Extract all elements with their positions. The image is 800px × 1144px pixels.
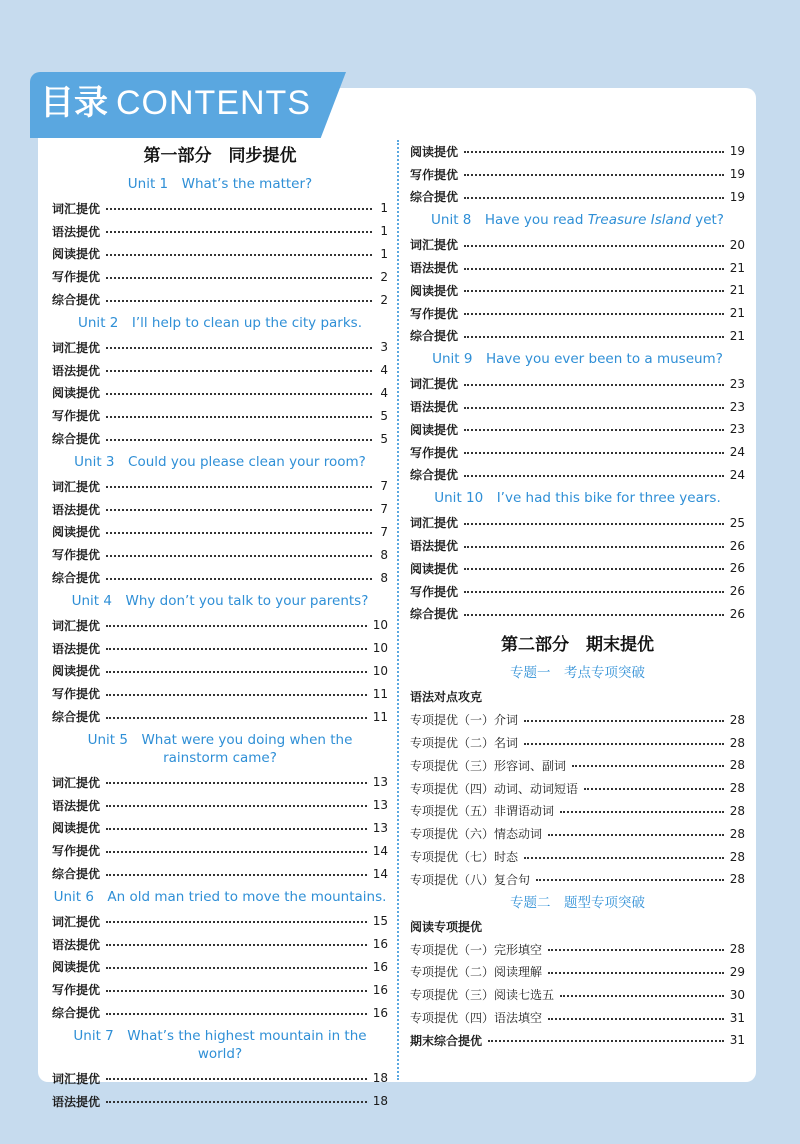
toc-entry[interactable] xyxy=(52,771,388,794)
left-unit-list xyxy=(52,172,388,1113)
entry-label: 词汇提优 xyxy=(52,1071,101,1086)
topic2-list xyxy=(410,938,745,1029)
page-number: 2 xyxy=(380,269,388,284)
entry-label: 词汇提优 xyxy=(410,516,459,531)
toc-entry[interactable] xyxy=(410,961,745,984)
page-number: 23 xyxy=(729,376,745,391)
page-number: 21 xyxy=(729,328,745,343)
page-number: 2 xyxy=(380,292,388,307)
toc-entry[interactable] xyxy=(410,163,745,186)
leader-dots xyxy=(106,874,367,876)
right-top-list xyxy=(410,140,745,208)
entry-label: 写作提优 xyxy=(410,306,459,321)
page-title xyxy=(40,80,311,126)
entry-label: 专项提优（二）名词 xyxy=(410,736,519,751)
leader-dots xyxy=(106,648,367,650)
entry-label: 综合提优 xyxy=(410,607,459,622)
toc-entry[interactable] xyxy=(52,543,388,566)
entry-label: 专项提优（八）复合句 xyxy=(410,872,531,887)
page-number: 8 xyxy=(380,570,388,585)
unit-title[interactable] xyxy=(52,450,388,475)
toc-entry[interactable] xyxy=(52,933,388,956)
entry-label: 词汇提优 xyxy=(52,479,101,494)
leader-dots xyxy=(572,765,724,767)
leader-dots xyxy=(560,811,724,813)
page-number: 4 xyxy=(380,363,388,378)
page-number: 24 xyxy=(729,445,745,460)
toc-entry[interactable] xyxy=(52,359,388,382)
leader-dots xyxy=(106,851,367,853)
entry-label: 写作提优 xyxy=(52,548,101,563)
toc-entry[interactable] xyxy=(52,614,388,637)
page-number: 1 xyxy=(380,246,388,261)
leader-dots xyxy=(106,921,367,923)
entry-label: 写作提优 xyxy=(52,409,101,424)
toc-entry[interactable] xyxy=(410,279,745,302)
unit-title-text-line2: rainstorm came? xyxy=(163,749,277,766)
page-number: 8 xyxy=(380,547,388,562)
page-number: 13 xyxy=(372,820,388,835)
page-number: 13 xyxy=(372,798,388,813)
entry-label: 专项提优（四）语法填空 xyxy=(410,1011,543,1025)
leader-dots xyxy=(488,1040,724,1042)
toc-entry[interactable] xyxy=(410,868,745,891)
leader-dots xyxy=(106,347,372,349)
page-number: 20 xyxy=(729,237,745,252)
book-title: Treasure Island xyxy=(587,212,691,229)
leader-dots xyxy=(464,407,724,409)
leader-dots xyxy=(106,254,372,256)
entry-label: 综合提优 xyxy=(52,432,101,447)
toc-entry[interactable] xyxy=(410,754,745,777)
entry-label: 期末综合提优 xyxy=(410,1033,483,1048)
entry-label: 写作提优 xyxy=(410,584,459,599)
leader-dots xyxy=(464,151,724,153)
unit-title-text: Unit 2 I’ll help to clean up the city parks. xyxy=(78,314,362,331)
page-number: 4 xyxy=(380,385,388,400)
title-cn: 目录 xyxy=(40,84,108,122)
page-number: 5 xyxy=(380,431,388,446)
toc-entry[interactable] xyxy=(410,534,745,557)
page-number: 23 xyxy=(729,422,745,437)
page-number: 24 xyxy=(729,467,745,482)
page-number: 19 xyxy=(729,144,745,159)
page-number: 10 xyxy=(372,618,388,633)
leader-dots xyxy=(464,568,724,570)
entry-label: 词汇提优 xyxy=(52,618,101,633)
entry-label: 语法提优 xyxy=(52,502,101,517)
entry-label: 综合提优 xyxy=(52,710,101,725)
entry-label: 阅读提优 xyxy=(410,422,459,437)
page-number: 10 xyxy=(372,641,388,656)
topic1-title: 专题一 考点专项突破 xyxy=(510,665,645,682)
toc-entry[interactable] xyxy=(410,186,745,209)
page-number: 21 xyxy=(729,283,745,298)
leader-dots xyxy=(464,614,724,616)
toc-entry[interactable] xyxy=(52,637,388,660)
entry-label: 专项提优（六）情态动词 xyxy=(410,827,543,842)
page-number: 26 xyxy=(729,561,745,576)
entry-label: 写作提优 xyxy=(52,844,101,859)
leader-dots xyxy=(106,694,367,696)
page-number: 14 xyxy=(372,843,388,858)
leader-dots xyxy=(106,1078,367,1080)
toc-entry[interactable] xyxy=(410,233,745,256)
toc-entry[interactable] xyxy=(410,708,745,731)
page-number: 28 xyxy=(729,712,745,727)
entry-label: 词汇提优 xyxy=(52,775,101,790)
page-number: 14 xyxy=(372,866,388,881)
entry-label: 专项提优（三）形容词、副词 xyxy=(410,758,567,773)
topic1-list xyxy=(410,708,745,890)
page-number: 3 xyxy=(380,340,388,355)
toc-entry[interactable] xyxy=(52,265,388,288)
entry-label: 写作提优 xyxy=(52,687,101,702)
entry-label: 专项提优（五）非谓语动词 xyxy=(410,804,555,819)
toc-entry[interactable] xyxy=(52,956,388,979)
unit-title-text: Unit 9 Have you ever been to a museum? xyxy=(432,351,723,368)
leader-dots xyxy=(106,416,372,418)
toc-entry[interactable] xyxy=(52,817,388,840)
toc-entry[interactable] xyxy=(52,498,388,521)
leader-dots xyxy=(106,828,367,830)
page-number: 7 xyxy=(380,479,388,494)
leader-dots xyxy=(106,393,372,395)
unit-title[interactable] xyxy=(52,1024,388,1067)
toc-entry[interactable] xyxy=(410,603,745,626)
toc-entry[interactable] xyxy=(410,302,745,325)
toc-entry[interactable] xyxy=(410,580,745,603)
left-column xyxy=(52,140,388,1113)
toc-entry[interactable] xyxy=(410,511,745,534)
toc-entry[interactable] xyxy=(52,910,388,933)
leader-dots xyxy=(560,995,724,997)
leader-dots xyxy=(536,879,724,881)
page-number: 21 xyxy=(729,306,745,321)
page-number: 28 xyxy=(729,849,745,864)
entry-label: 阅读提优 xyxy=(52,247,101,262)
entry-label: 综合提优 xyxy=(410,329,459,344)
page-number: 7 xyxy=(380,524,388,539)
toc-entry[interactable] xyxy=(410,140,745,163)
entry-label: 写作提优 xyxy=(410,167,459,182)
leader-dots xyxy=(106,967,367,969)
page-number: 28 xyxy=(729,781,745,796)
page-number: 31 xyxy=(729,1033,745,1048)
topic2-subhead: 阅读专项提优 xyxy=(410,919,483,934)
entry-label: 语法提优 xyxy=(52,641,101,656)
leader-dots xyxy=(106,208,372,210)
page-number: 16 xyxy=(372,937,388,952)
toc-entry[interactable] xyxy=(410,441,745,464)
leader-dots xyxy=(524,720,724,722)
leader-dots xyxy=(548,972,724,974)
leader-dots xyxy=(548,949,724,951)
toc-entry[interactable] xyxy=(52,862,388,885)
entry-label: 写作提优 xyxy=(410,445,459,460)
unit-title-text: Unit 10 I’ve had this bike for three years. xyxy=(434,490,721,507)
entry-label: 语法提优 xyxy=(52,363,101,378)
toc-entry[interactable] xyxy=(52,1090,388,1113)
toc-entry[interactable] xyxy=(52,336,388,359)
entry-label: 专项提优（三）阅读七选五 xyxy=(410,988,555,1003)
entry-label: 语法提优 xyxy=(52,798,101,813)
toc-entry[interactable] xyxy=(410,418,745,441)
toc-entry[interactable] xyxy=(52,1001,388,1024)
topic2-title: 专题二 题型专项突破 xyxy=(510,894,645,911)
leader-dots xyxy=(106,805,367,807)
entry-label: 词汇提优 xyxy=(52,340,101,355)
unit-title-text: Unit 4 Why don’t you talk to your parents? xyxy=(71,592,369,609)
part2-title: 第二部分 期末提优 xyxy=(501,635,654,656)
leader-dots xyxy=(464,290,724,292)
page-number: 19 xyxy=(729,189,745,204)
unit-title-text: Unit 7 What’s the highest mountain in the world? xyxy=(73,1027,367,1062)
entry-label: 专项提优（七）时态 xyxy=(410,850,519,865)
leader-dots xyxy=(106,277,372,279)
unit-title-text: Unit 1 What’s the matter? xyxy=(127,176,313,192)
entry-label: 综合提优 xyxy=(52,571,101,586)
leader-dots xyxy=(524,857,724,859)
unit-title[interactable] xyxy=(410,208,745,233)
unit-title[interactable] xyxy=(52,589,388,614)
leader-dots xyxy=(464,336,724,338)
leader-dots xyxy=(464,174,724,176)
leader-dots xyxy=(464,197,724,199)
leader-dots xyxy=(464,384,724,386)
entry-label: 语法提优 xyxy=(410,400,459,415)
leader-dots xyxy=(106,1013,367,1015)
toc-entry[interactable] xyxy=(52,243,388,266)
toc-entry[interactable] xyxy=(410,983,745,1006)
leader-dots xyxy=(548,834,724,836)
unit-title-text: Unit 8 Have you read xyxy=(431,212,588,229)
toc-entry[interactable] xyxy=(52,521,388,544)
leader-dots xyxy=(464,429,724,431)
entry-label: 阅读提优 xyxy=(52,960,101,975)
leader-dots xyxy=(464,591,724,593)
toc-entry[interactable] xyxy=(410,938,745,961)
unit-title-text: Unit 5 What were you doing when the xyxy=(87,731,353,748)
leader-dots xyxy=(464,546,724,548)
entry-label: 阅读提优 xyxy=(52,664,101,679)
entry-label: 语法提优 xyxy=(52,1094,101,1109)
page-number: 15 xyxy=(372,914,388,929)
unit-title[interactable] xyxy=(52,728,388,771)
page-number: 16 xyxy=(372,1005,388,1020)
leader-dots xyxy=(106,555,372,557)
entry-label: 专项提优（一）介词 xyxy=(410,713,519,728)
entry-label: 阅读提优 xyxy=(410,144,459,159)
title-en: CONTENTS xyxy=(116,84,311,122)
page-number: 18 xyxy=(372,1071,388,1086)
page-number: 19 xyxy=(729,167,745,182)
leader-dots xyxy=(106,532,372,534)
unit-title-text: Unit 3 Could you please clean your room? xyxy=(74,453,366,470)
leader-dots xyxy=(106,300,372,302)
entry-label: 专项提优（四）动词、动词短语 xyxy=(410,781,579,796)
page-number: 28 xyxy=(729,826,745,841)
page-number: 5 xyxy=(380,408,388,423)
toc-entry[interactable] xyxy=(52,197,388,220)
page-number: 31 xyxy=(729,1010,745,1025)
toc-entry[interactable] xyxy=(410,1029,745,1052)
page-number: 28 xyxy=(729,735,745,750)
page-number: 11 xyxy=(372,709,388,724)
entry-label: 阅读提优 xyxy=(410,283,459,298)
page-number: 28 xyxy=(729,803,745,818)
entry-label: 阅读提优 xyxy=(52,821,101,836)
toc-entry[interactable] xyxy=(410,395,745,418)
toc-entry[interactable] xyxy=(52,382,388,405)
column-divider xyxy=(397,140,399,1080)
leader-dots xyxy=(106,486,372,488)
page-number: 13 xyxy=(372,775,388,790)
entry-label: 词汇提优 xyxy=(410,238,459,253)
toc-entry[interactable] xyxy=(52,404,388,427)
toc-entry[interactable] xyxy=(52,220,388,243)
entry-label: 词汇提优 xyxy=(52,201,101,216)
entry-label: 阅读提优 xyxy=(52,386,101,401)
toc-entry[interactable] xyxy=(52,794,388,817)
toc-entry[interactable] xyxy=(410,731,745,754)
toc-entry[interactable] xyxy=(52,427,388,450)
toc-entry[interactable] xyxy=(52,566,388,589)
leader-dots xyxy=(106,625,367,627)
leader-dots xyxy=(464,475,724,477)
entry-label: 写作提优 xyxy=(52,270,101,285)
toc-entry[interactable] xyxy=(52,839,388,862)
leader-dots xyxy=(106,1101,367,1103)
toc-entry[interactable] xyxy=(52,705,388,728)
entry-label: 语法提优 xyxy=(410,261,459,276)
page-number: 30 xyxy=(729,987,745,1002)
entry-label: 语法提优 xyxy=(52,937,101,952)
toc-entry[interactable] xyxy=(52,978,388,1001)
entry-label: 专项提优（一）完形填空 xyxy=(410,942,543,957)
page-number: 28 xyxy=(729,872,745,887)
leader-dots xyxy=(548,1018,724,1020)
entry-label: 词汇提优 xyxy=(410,377,459,392)
page-number: 1 xyxy=(380,201,388,216)
entry-label: 阅读提优 xyxy=(410,561,459,576)
entry-label: 词汇提优 xyxy=(52,914,101,929)
entry-label: 阅读提优 xyxy=(52,525,101,540)
toc-entry[interactable] xyxy=(52,475,388,498)
leader-dots xyxy=(106,782,367,784)
toc-entry[interactable] xyxy=(410,325,745,348)
entry-label: 综合提优 xyxy=(410,190,459,205)
page-number: 16 xyxy=(372,959,388,974)
entry-label: 语法提优 xyxy=(52,224,101,239)
entry-label: 综合提优 xyxy=(410,468,459,483)
unit-title-text: Unit 6 An old man tried to move the mountains. xyxy=(53,888,387,905)
leader-dots xyxy=(106,944,367,946)
page-number: 18 xyxy=(372,1094,388,1109)
leader-dots xyxy=(464,523,724,525)
leader-dots xyxy=(464,313,724,315)
leader-dots xyxy=(106,671,367,673)
page-number: 11 xyxy=(372,686,388,701)
page-number: 29 xyxy=(729,964,745,979)
page-number: 16 xyxy=(372,982,388,997)
unit-title[interactable] xyxy=(410,486,745,511)
leader-dots xyxy=(106,578,372,580)
toc-entry[interactable] xyxy=(52,682,388,705)
entry-label: 语法提优 xyxy=(410,539,459,554)
page-number: 7 xyxy=(380,502,388,517)
unit-title[interactable] xyxy=(52,311,388,336)
leader-dots xyxy=(106,509,372,511)
page-number: 26 xyxy=(729,538,745,553)
leader-dots xyxy=(106,717,367,719)
page-number: 25 xyxy=(729,515,745,530)
page-number: 21 xyxy=(729,260,745,275)
leader-dots xyxy=(106,231,372,233)
toc-entry[interactable] xyxy=(410,777,745,800)
page-number: 23 xyxy=(729,399,745,414)
page-number: 28 xyxy=(729,942,745,957)
unit-title[interactable] xyxy=(52,885,388,910)
topic1-subhead: 语法对点攻克 xyxy=(410,690,483,705)
toc-entry[interactable] xyxy=(410,822,745,845)
toc-entry[interactable] xyxy=(52,660,388,683)
toc-entry[interactable] xyxy=(410,372,745,395)
entry-label: 写作提优 xyxy=(52,983,101,998)
entry-label: 综合提优 xyxy=(52,867,101,882)
leader-dots xyxy=(464,452,724,454)
leader-dots xyxy=(464,245,724,247)
unit-title[interactable] xyxy=(52,172,388,197)
leader-dots xyxy=(464,268,724,270)
leader-dots xyxy=(106,439,372,441)
page-number: 28 xyxy=(729,758,745,773)
page-number: 1 xyxy=(380,224,388,239)
entry-label: 综合提优 xyxy=(52,1006,101,1020)
toc-entry[interactable] xyxy=(410,464,745,487)
page-number: 26 xyxy=(729,584,745,599)
toc-entry[interactable] xyxy=(410,557,745,580)
unit-title[interactable] xyxy=(410,347,745,372)
entry-label: 综合提优 xyxy=(52,293,101,308)
right-column xyxy=(410,140,745,1052)
page-number: 26 xyxy=(729,606,745,621)
toc-entry[interactable] xyxy=(52,288,388,311)
leader-dots xyxy=(524,743,724,745)
toc-entry[interactable] xyxy=(410,1006,745,1029)
leader-dots xyxy=(106,990,367,992)
leader-dots xyxy=(584,788,724,790)
unit-title-text: yet? xyxy=(690,212,724,229)
right-unit-list xyxy=(410,208,745,625)
part1-title: 第一部分 同步提优 xyxy=(143,146,297,166)
toc-entry[interactable] xyxy=(52,1067,388,1090)
page-number: 10 xyxy=(372,663,388,678)
entry-label: 专项提优（二）阅读理解 xyxy=(410,965,543,980)
toc-entry[interactable] xyxy=(410,256,745,279)
toc-entry[interactable] xyxy=(410,845,745,868)
leader-dots xyxy=(106,370,372,372)
toc-entry[interactable] xyxy=(410,800,745,823)
